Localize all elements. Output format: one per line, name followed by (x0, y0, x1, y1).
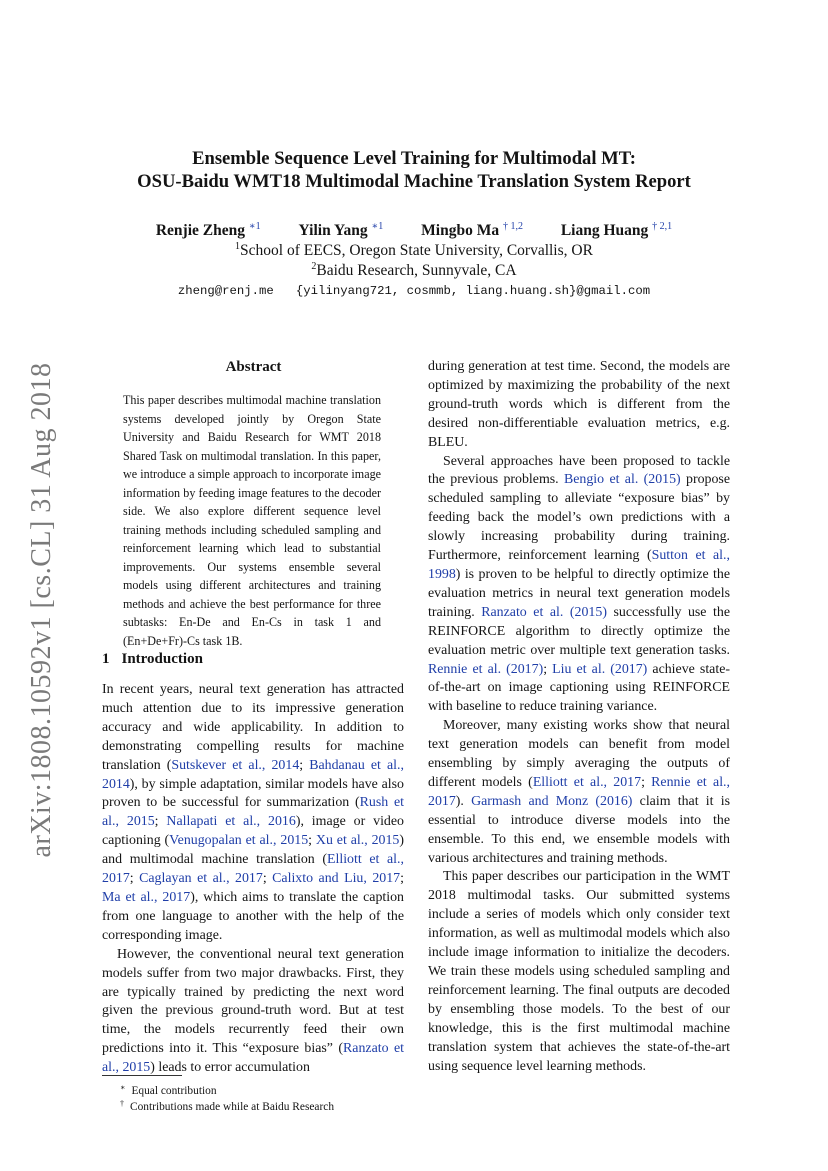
citation-link[interactable]: Rush et al., 2015 (102, 795, 404, 830)
body-text: ) and multimodal machine translation ( (102, 833, 405, 868)
citation-link[interactable]: Elliott et al., 2017 (532, 774, 642, 790)
left-column-text (102, 681, 404, 1078)
body-text: ). (455, 793, 472, 809)
citation-link[interactable]: Elliott et al., 2017 (102, 852, 404, 887)
title-line-2: OSU-Baidu WMT18 Multimodal Machine Translation System Report (137, 171, 691, 192)
citation-link[interactable]: Liu et al. (2017) (552, 661, 648, 677)
section-heading-introduction (102, 651, 203, 668)
paragraph (428, 868, 730, 1076)
body-text: ; (299, 757, 310, 773)
body-text: ; (262, 871, 273, 887)
body-text: ; (154, 814, 167, 830)
citation-link[interactable]: Sutton et al., 1998 (428, 548, 730, 582)
paragraph (428, 358, 730, 453)
author-mark: ∗1 (248, 221, 261, 232)
body-text: Several approaches have been proposed to tackle the previous problems. (428, 453, 730, 488)
right-column-text (428, 358, 730, 1076)
body-text: ; (543, 661, 553, 677)
citation-link[interactable]: Xu et al., 2015 (315, 833, 400, 849)
citation-link[interactable]: Ranzato et al., 2015 (102, 1041, 404, 1076)
affiliation-2: $^2$Baidu Research, Sunnyvale, CA (311, 261, 517, 279)
body-text: ) leads to error accumulation (150, 1060, 310, 1076)
body-text: ; (641, 774, 652, 790)
author-mark: † 1,2 (502, 221, 523, 232)
body-text: propose scheduled sampling to alleviate “exposure bias” by feeding back the model’s own predictions with a slowly increasing probability during training. Furthermore, reinforcement learning ( (428, 472, 730, 564)
paragraph (102, 946, 404, 1078)
body-text: In recent years, neural text generation has attracted much attention due to its impressive generation accuracy and wide applicability. In addition to demonstrating compelling results for machine translation ( (102, 682, 404, 773)
author-list (60, 221, 768, 240)
body-text: achieve state-of-the-art on image captioning using REINFORCE with baseline to reduce training variance. (428, 661, 730, 715)
body-text: claim that it is essential to introduce diverse models into the ensemble. To this end, we ensemble models with various architectures and training methods. (428, 793, 731, 866)
section-title: Introduction (121, 651, 203, 667)
footnote-baidu: † Contributions made while at Baidu Research (120, 1099, 335, 1113)
citation-link[interactable]: Garmash and Monz (2016) (471, 793, 633, 809)
citation-link[interactable]: Bahdanau et al., 2014 (102, 757, 404, 792)
paragraph (428, 717, 730, 868)
body-text: ; (308, 833, 316, 849)
author: Yilin Yang $^{∗1}$ (298, 221, 384, 239)
body-text: This paper describes our participation in the WMT 2018 multimodal tasks. Our submitted systems include a series of models which only consider text information, as well as multimodal models which also include image information to initialize the decoders. We train these models using scheduled sampling and reinforcement learning. The final outputs are decoded by ensembling those models. To the best of our knowledge, this is the first multimodal machine translation system that achieves the state-of-the-art using sequence level learning methods. (428, 869, 730, 1074)
citation-link[interactable]: Sutskever et al., 2014 (171, 757, 300, 773)
paragraph (428, 453, 730, 718)
author-mark: † 2,1 (652, 221, 673, 232)
abstract-text: This paper describes multimodal machine translation systems developed jointly by Oregon State University and Baidu Research for WMT 2018 Shared Task on multimodal translation. In this paper, we introduce a simple approach to incorporate image information by feeding image features to the decoder side. We also explore different sequence level training methods including scheduled sampling and reinforcement learning which lead to substantial improvements. Our systems ensemble several models using different architectures and training methods and achieve the best performance for three subtasks: En-De and En-Cs in task 1 and (En+De+Fr)-Cs task 1B. (123, 393, 381, 648)
author: Liang Huang $^{\dagger 2,1}$ (560, 221, 673, 239)
citation-link[interactable]: Caglayan et al., 2017 (139, 871, 263, 887)
author-mark: ∗1 (371, 221, 384, 232)
body-text: ; (400, 871, 404, 887)
section-number: 1 (102, 651, 110, 667)
title-line-1: Ensemble Sequence Level Training for Multimodal MT: (192, 148, 636, 169)
body-text: However, the conventional neural text generation models suffer from two major drawbacks. First, they are typically trained by predicting the next word given the previous ground-truth word. But at test time, the models recurrently feed their own predictions into it. This “exposure bias” ( (102, 946, 404, 1057)
footnote-rule (102, 1075, 182, 1076)
citation-link[interactable]: Nallapati et al., 2016 (166, 814, 296, 830)
paragraph (102, 681, 404, 946)
author: Mingbo Ma $^{\dagger 1,2}$ (421, 221, 523, 239)
body-text: ; (129, 871, 140, 887)
author: Renjie Zheng $^{∗1}$ (155, 221, 261, 239)
footnote-equal-contribution: ∗ Equal contribution (120, 1083, 217, 1097)
body-text: ), which aims to translate the caption from one language to another with the help of the corresponding image. (102, 889, 404, 943)
author-emails: zheng@renj.me {yilinyang721, cosmmb, liang.huang.sh}@gmail.com (177, 284, 651, 298)
paper-title (60, 147, 768, 193)
citation-link[interactable]: Venugopalan et al., 2015 (169, 833, 309, 849)
citation-link[interactable]: Rennie et al., 2017 (428, 774, 731, 809)
citation-link[interactable]: Rennie et al. (2017) (428, 661, 544, 677)
body-text: successfully use the REINFORCE algorithm to directly optimize the evaluation metric over multiple text generation tasks. (428, 604, 730, 658)
arxiv-sidebar (18, 362, 66, 858)
citation-link[interactable]: Ma et al., 2017 (102, 889, 191, 905)
body-text: ), image or video captioning ( (102, 814, 404, 849)
body-text: Moreover, many existing works show that neural text generation models can benefit from model ensembling by simply averaging the outputs of different models ( (428, 718, 730, 790)
body-text: ) is proven to be helpful to directly optimize the evaluation metrics in neural text generation models training. (428, 566, 730, 620)
abstract-heading: Abstract (225, 359, 282, 375)
affiliation-1: $^1$School of EECS, Oregon State University, Corvallis, OR (235, 241, 593, 259)
citation-link[interactable]: Bengio et al. (2015) (563, 472, 681, 488)
citation-link[interactable]: Ranzato et al. (2015) (481, 604, 607, 620)
arxiv-identifier: arXiv:1808.10592v1 [cs.CL] 31 Aug 2018 (26, 362, 57, 858)
body-text: ), by simple adaptation, similar models have also proven to be successful for summarization ( (102, 776, 404, 811)
citation-link[interactable]: Calixto and Liu, 2017 (272, 871, 401, 887)
body-text: during generation at test time. Second, the models are optimized by maximizing the probability of the next ground-truth words which is different from the desired non-differentiable evaluation metrics, e.g. BLEU. (428, 359, 730, 450)
